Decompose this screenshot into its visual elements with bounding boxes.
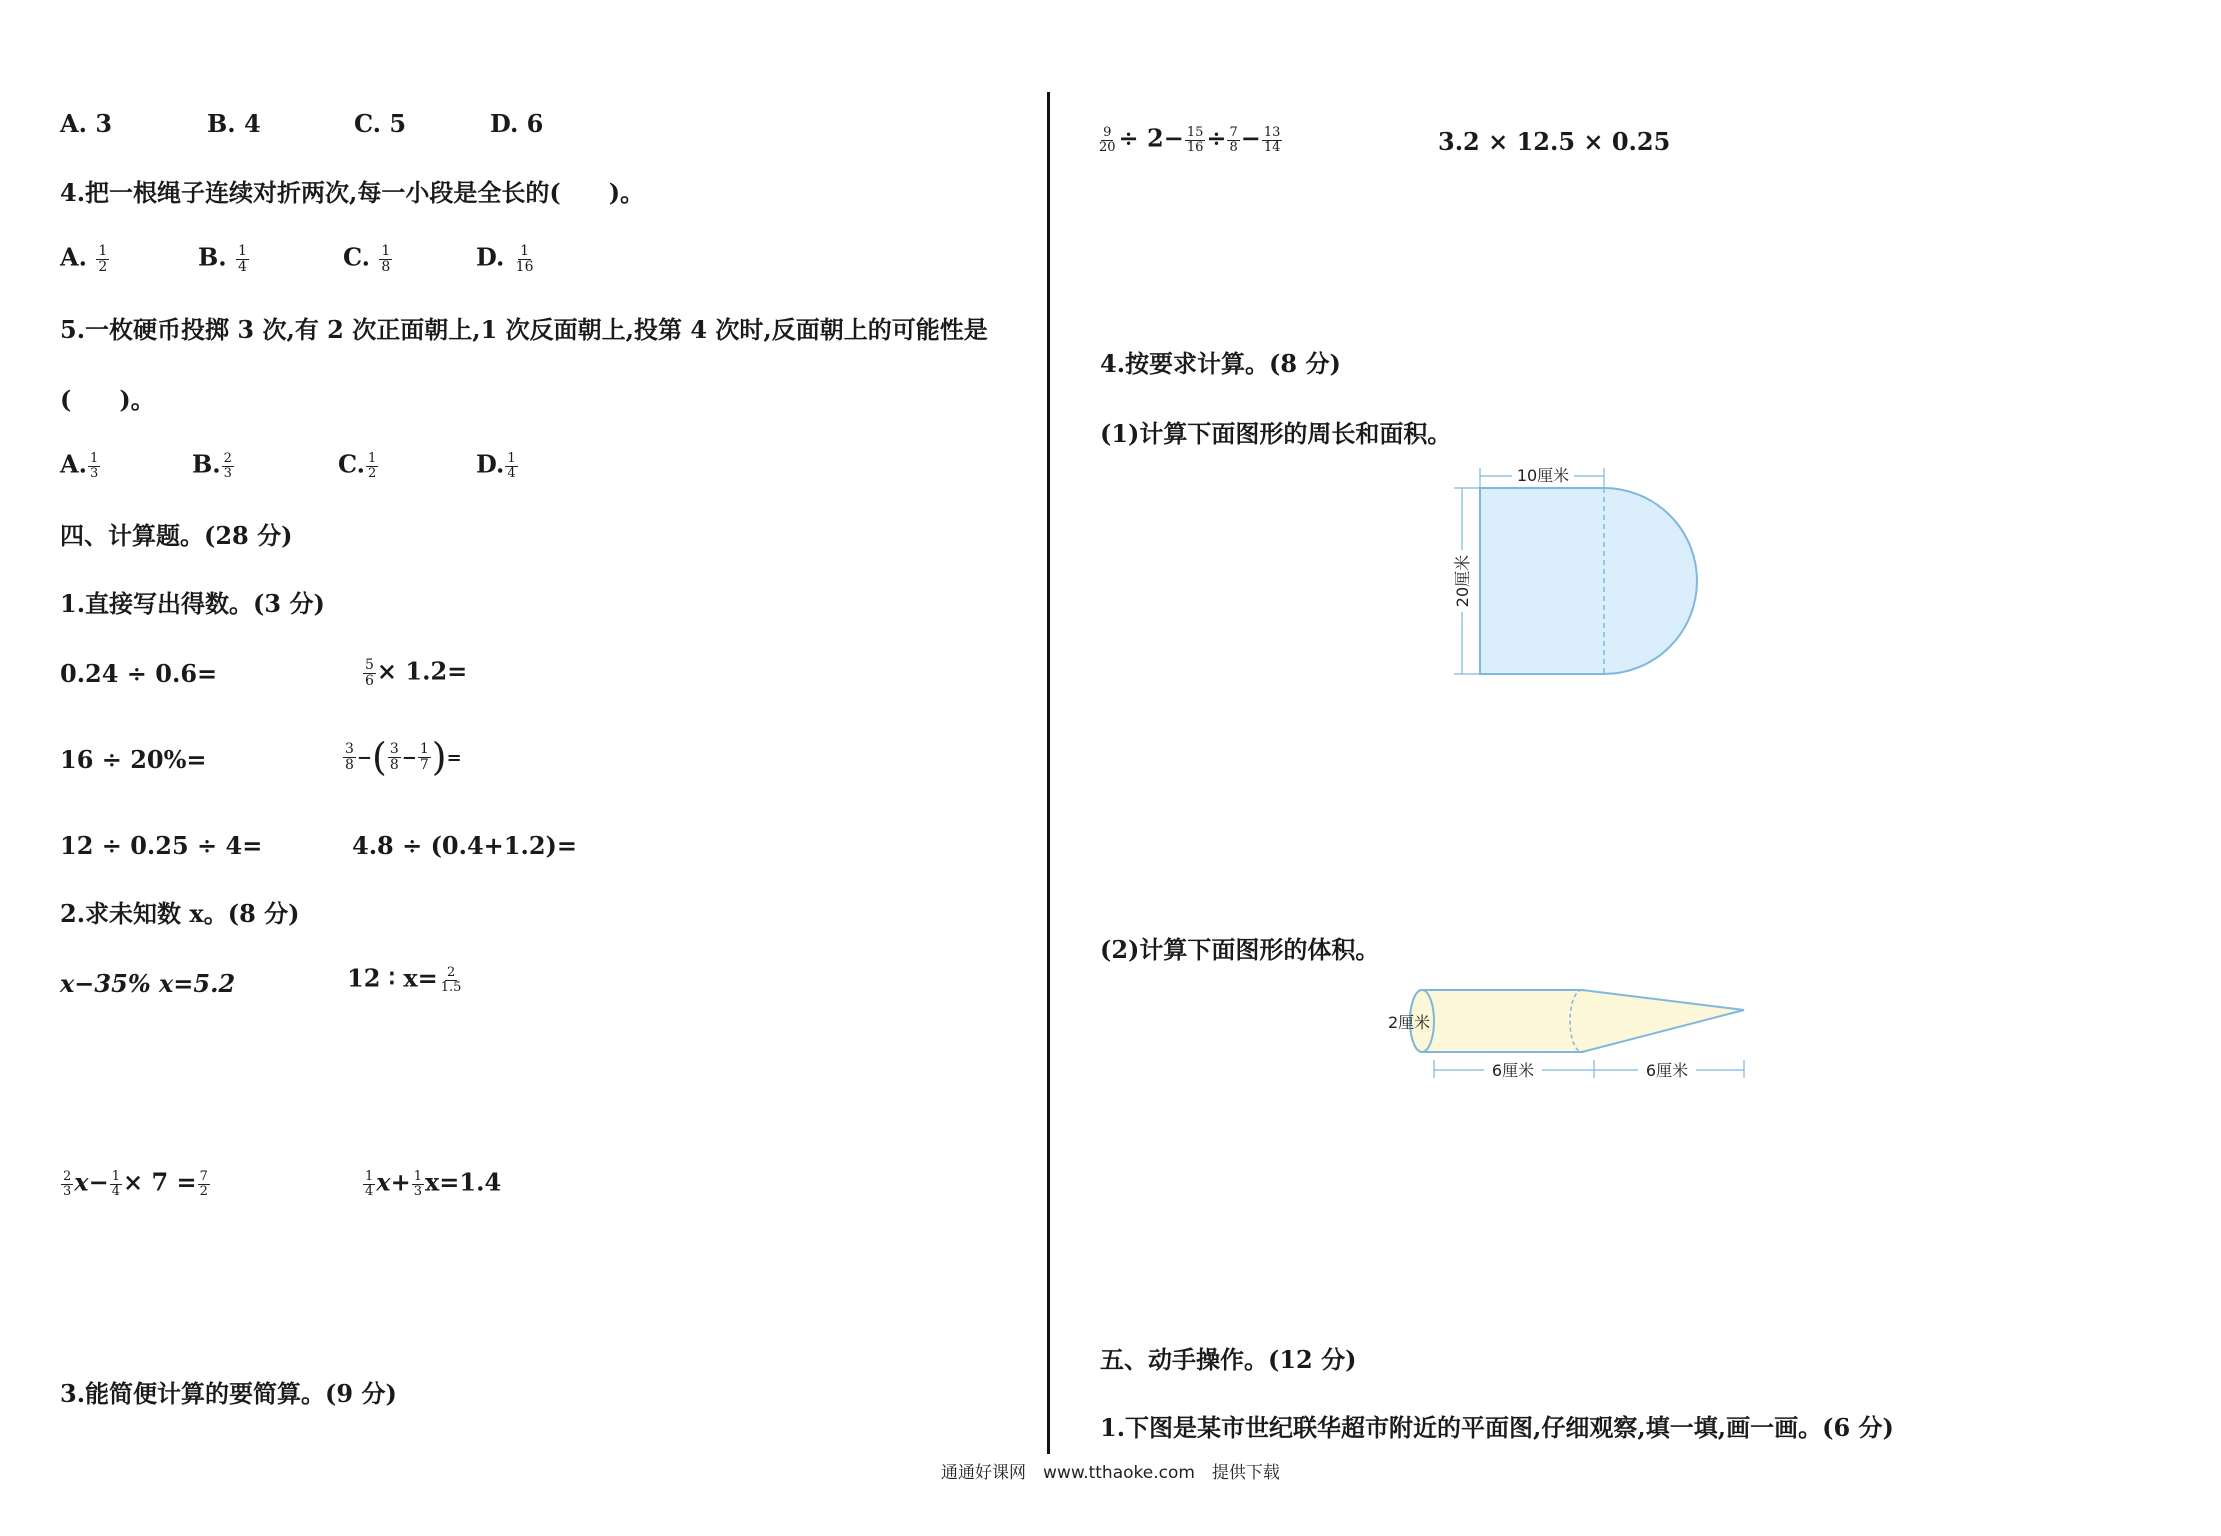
denominator: 16 bbox=[1186, 139, 1204, 155]
denominator: 2 bbox=[98, 258, 108, 275]
q5-option-d bbox=[476, 449, 519, 481]
option-label: C. bbox=[343, 242, 371, 272]
q3-option-b: B. 4 bbox=[207, 109, 261, 138]
semicircle-rectangle-figure bbox=[1444, 462, 1704, 684]
numerator: 1 bbox=[368, 451, 377, 466]
cone bbox=[1582, 990, 1744, 1052]
denominator: 1.5 bbox=[440, 979, 462, 995]
numerator: 1 bbox=[365, 1169, 374, 1184]
q4-part-1: (1)计算下面图形的周长和面积。 bbox=[1100, 419, 1452, 448]
calc-1-expr-6: 4.8 ÷ (0.4+1.2)= bbox=[352, 831, 578, 860]
fraction bbox=[505, 452, 517, 480]
fraction bbox=[363, 1170, 375, 1198]
q4-option-c bbox=[343, 244, 393, 274]
expr-text: x+ bbox=[376, 1167, 411, 1197]
fraction bbox=[88, 452, 100, 480]
fraction bbox=[412, 1170, 424, 1198]
fraction bbox=[61, 1170, 73, 1198]
calc-1-expr-5: 12 ÷ 0.25 ÷ 4= bbox=[60, 831, 263, 860]
numerator: 9 bbox=[1103, 125, 1112, 140]
numerator: 1 bbox=[419, 740, 429, 757]
denominator: 14 bbox=[1263, 139, 1281, 155]
numerator: 2 bbox=[63, 1169, 72, 1184]
right-paren: ) bbox=[431, 735, 447, 779]
q5-option-a bbox=[60, 449, 101, 481]
expr-text: x=1.4 bbox=[424, 1167, 502, 1197]
fraction bbox=[418, 742, 431, 772]
calc-1-expr-1: 0.24 ÷ 0.6= bbox=[60, 659, 218, 688]
expr-text: ÷ bbox=[1206, 123, 1227, 153]
denominator: 4 bbox=[238, 258, 247, 275]
fraction bbox=[110, 1170, 122, 1198]
denominator: 8 bbox=[389, 756, 399, 773]
cylinder-length-label: 6厘米 bbox=[1491, 1061, 1535, 1080]
numerator: 2 bbox=[446, 965, 456, 980]
numerator: 1 bbox=[381, 243, 391, 259]
calc-1-expr-3: 16 ÷ 20%= bbox=[60, 745, 207, 774]
cone-length-label: 6厘米 bbox=[1645, 1061, 1689, 1080]
denominator: 4 bbox=[507, 465, 516, 481]
denominator: 8 bbox=[381, 258, 391, 275]
q5-option-b bbox=[192, 449, 235, 481]
denominator: 4 bbox=[111, 1183, 120, 1199]
denominator: 16 bbox=[515, 258, 534, 275]
calc-2-eq-3 bbox=[60, 1167, 211, 1199]
expr-text: × 7 = bbox=[122, 1167, 197, 1197]
numerator: 13 bbox=[1263, 125, 1281, 140]
denominator: 3 bbox=[63, 1183, 72, 1199]
fraction bbox=[388, 742, 401, 772]
numerator: 5 bbox=[365, 657, 374, 673]
denominator: 3 bbox=[413, 1183, 422, 1199]
fraction bbox=[439, 966, 464, 994]
section-5-title: 五、动手操作。(12 分) bbox=[1100, 1345, 1357, 1374]
option-label: A. bbox=[60, 242, 87, 272]
numerator: 3 bbox=[345, 740, 354, 757]
denominator: 20 bbox=[1099, 139, 1116, 155]
fraction bbox=[1227, 126, 1239, 154]
expr-text: − bbox=[1240, 123, 1261, 153]
calc-1-expr-4 bbox=[342, 735, 462, 779]
option-label: B. bbox=[198, 242, 227, 272]
q4-calc-title: 4.按要求计算。(8 分) bbox=[1100, 349, 1341, 378]
simplify-expr-2: 3.2 × 12.5 × 0.25 bbox=[1438, 127, 1671, 156]
denominator: 2 bbox=[368, 465, 377, 481]
option-label: B. bbox=[192, 449, 221, 479]
fraction bbox=[514, 244, 536, 274]
denominator: 3 bbox=[223, 465, 232, 481]
expr-text: × 1.2= bbox=[376, 656, 468, 686]
denominator: 8 bbox=[1229, 139, 1238, 155]
operator: − bbox=[401, 747, 417, 769]
denominator: 4 bbox=[365, 1183, 374, 1199]
numerator: 1 bbox=[520, 243, 530, 259]
q4-option-a bbox=[60, 244, 110, 274]
section-4-title: 四、计算题。(28 分) bbox=[60, 521, 293, 550]
numerator: 1 bbox=[238, 243, 247, 259]
numerator: 1 bbox=[507, 451, 516, 466]
fraction bbox=[343, 742, 356, 772]
fraction bbox=[1185, 126, 1206, 154]
q5-blank: ( )。 bbox=[60, 385, 155, 414]
denominator: 2 bbox=[199, 1183, 208, 1199]
numerator: 15 bbox=[1186, 125, 1204, 140]
footer-source: 通通好课网 www.tthaoke.com 提供下载 bbox=[941, 1463, 1280, 1483]
fraction bbox=[236, 244, 249, 274]
fraction bbox=[379, 244, 392, 274]
fraction bbox=[1262, 126, 1283, 154]
fraction bbox=[1097, 126, 1118, 154]
numerator: 1 bbox=[111, 1169, 120, 1184]
expr-text: x− bbox=[74, 1167, 109, 1197]
option-label: D. bbox=[476, 242, 505, 272]
q3-option-c: C. 5 bbox=[354, 109, 407, 138]
cylinder-cone-figure bbox=[1380, 980, 1750, 1080]
numerator: 1 bbox=[413, 1169, 422, 1184]
option-label: C. bbox=[338, 449, 366, 479]
q4-question: 4.把一根绳子连续对折两次,每一小段是全长的( )。 bbox=[60, 178, 645, 207]
expr-text: 12 ∶ x= bbox=[347, 963, 438, 993]
operator: − bbox=[356, 747, 373, 769]
numerator: 2 bbox=[223, 451, 232, 466]
fraction bbox=[366, 452, 378, 480]
fraction bbox=[198, 1170, 210, 1198]
denominator: 8 bbox=[345, 756, 354, 773]
numerator: 1 bbox=[89, 451, 99, 466]
equals: = bbox=[446, 747, 462, 769]
calc-2-eq-2 bbox=[347, 963, 464, 995]
fraction bbox=[363, 658, 376, 688]
calc-1-expr-2 bbox=[362, 658, 467, 688]
side-length-label: 20厘米 bbox=[1453, 554, 1472, 608]
expr-text: ÷ 2− bbox=[1118, 123, 1184, 153]
numerator: 7 bbox=[1229, 125, 1238, 140]
cylinder-body bbox=[1410, 990, 1594, 1052]
numerator: 3 bbox=[389, 740, 399, 757]
q5-question: 5.一枚硬币投掷 3 次,有 2 次正面朝上,1 次反面朝上,投第 4 次时,反面朝上的可能性是 bbox=[60, 315, 988, 344]
top-length-label: 10厘米 bbox=[1516, 466, 1570, 485]
calc-2-eq-4 bbox=[362, 1167, 502, 1199]
q4-part-2: (2)计算下面图形的体积。 bbox=[1100, 935, 1380, 964]
denominator: 6 bbox=[365, 672, 374, 689]
figure-shape bbox=[1480, 488, 1697, 674]
option-label: D. bbox=[476, 449, 505, 479]
left-paren: ( bbox=[372, 735, 387, 779]
fraction bbox=[222, 452, 234, 480]
column-divider bbox=[1047, 92, 1050, 1454]
calc-1-title: 1.直接写出得数。(3 分) bbox=[60, 589, 325, 618]
denominator: 7 bbox=[419, 756, 429, 773]
numerator: 1 bbox=[98, 243, 108, 259]
calc-2-eq-1: x−35% x=5.2 bbox=[60, 969, 236, 998]
fraction bbox=[96, 244, 109, 274]
q4-option-d bbox=[476, 244, 537, 274]
q3-option-d: D. 6 bbox=[490, 109, 544, 138]
diameter-label: 2厘米 bbox=[1388, 1013, 1431, 1032]
q4-option-b bbox=[198, 244, 250, 274]
q5-option-c bbox=[338, 449, 379, 481]
q3-option-a: A. 3 bbox=[60, 109, 113, 138]
calc-2-title: 2.求未知数 x。(8 分) bbox=[60, 899, 300, 928]
simplify-expr-1 bbox=[1096, 123, 1283, 155]
numerator: 7 bbox=[199, 1169, 208, 1184]
denominator: 3 bbox=[89, 465, 99, 481]
calc-3-title: 3.能简便计算的要简算。(9 分) bbox=[60, 1379, 397, 1408]
option-label: A. bbox=[60, 449, 87, 479]
section-5-q1: 1.下图是某市世纪联华超市附近的平面图,仔细观察,填一填,画一画。(6 分) bbox=[1100, 1413, 1894, 1442]
